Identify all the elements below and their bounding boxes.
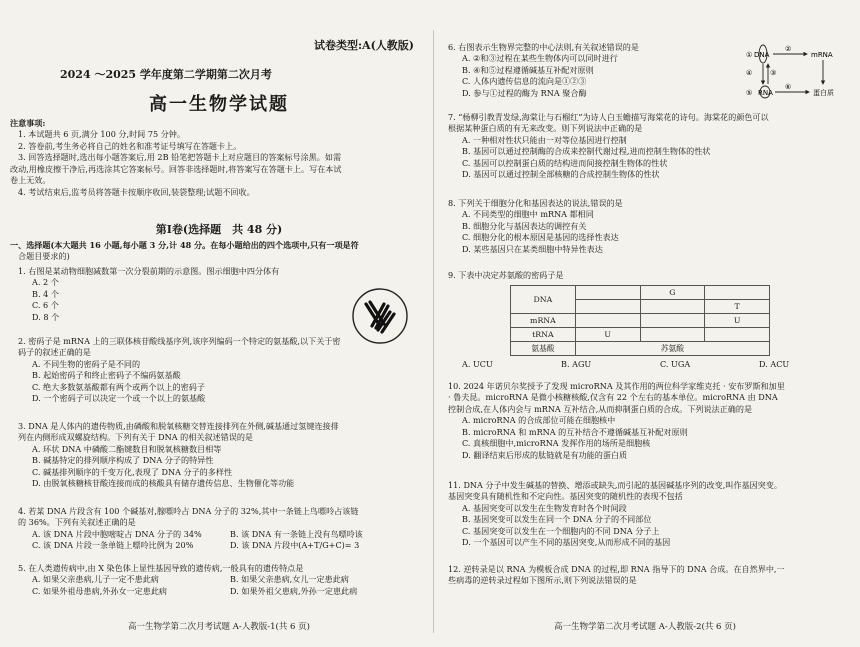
rna-label: RNA: [758, 89, 773, 97]
option-c: C. UGA: [660, 359, 691, 370]
option-c: C. 绝大多数氨基酸都有两个或两个以上的密码子: [32, 381, 205, 392]
question-stem: 的 36%。下列有关叙述正确的是: [18, 517, 136, 528]
cell-dna-t: T: [705, 300, 770, 314]
option-a: A. 一种相对性状只能由一对等位基因进行控制: [462, 134, 627, 145]
step-6-label: ⑥: [785, 83, 792, 91]
question-stem: 8. 下列关于细胞分化和基因表达的说法,错误的是: [448, 198, 623, 208]
option-b: B. 碱基特定的排列顺序构成了 DNA 分子的特异性: [32, 455, 214, 466]
option-row: [10, 586, 428, 597]
question-8: [440, 198, 858, 255]
note-line: 1. 本试题共 6 页,满分 100 分,时间 75 分钟。: [18, 129, 185, 140]
option-c: C. 如果外祖母患病,外孙女一定患此病: [32, 585, 168, 596]
option-d: D. 某些基因只在某类细胞中特异性表达: [462, 243, 603, 254]
option-a: A. 2 个: [32, 277, 59, 288]
option-d: D. 由脱氧核糖核苷酸连接而成的核酸具有储存遗传信息、生物催化等功能: [32, 478, 295, 489]
option-a: A. 不同生物的密码子是不同的: [32, 358, 141, 369]
option-d: D. 一个基因可以产生不同的基因突变,从而形成不同的基因: [462, 537, 671, 548]
option-b: B. 细胞分化与基因表达的调控有关: [462, 220, 587, 231]
question-stem: 些病毒的逆转录过程如下图所示,则下列说法错误的是: [448, 575, 637, 586]
page-1: [10, 0, 428, 647]
option-row: [10, 540, 428, 551]
option-row: [440, 359, 858, 370]
notes-section: [10, 118, 428, 198]
option-a: A. 如果父亲患病,儿子一定不患此病: [32, 574, 159, 585]
option-d: D. ACU: [759, 359, 790, 370]
question-stem: 2. 密码子是 mRNA 上的三联体核苷酸线基序列,该序列编码一个特定的氨基酸,以下关于密: [18, 336, 341, 346]
option-c: C. 细胞分化的根本原因是基因的选择性表达: [462, 232, 619, 243]
option-b: B. 基因突变可以发生在同一个 DNA 分子的不同部位: [462, 514, 652, 525]
option-d: D. 如果外祖父患病,外孙一定患此病: [230, 585, 358, 596]
cell-dna-g: G: [640, 286, 705, 300]
option-c: C. 人体内遗传信息的流向是①②③: [462, 76, 587, 87]
option-b: B. 该 DNA 有一条链上没有鸟嘌呤该: [230, 528, 363, 539]
step-3-label: ③: [770, 69, 777, 77]
question-6: [440, 42, 740, 99]
option-row: [10, 529, 428, 540]
option-a: A. 该 DNA 片段中胞嘧啶占 DNA 分子的 34%: [32, 528, 202, 539]
note-line: 卷上无效。: [10, 175, 51, 186]
table-row: [511, 328, 770, 342]
option-c: C. 6 个: [32, 300, 59, 311]
note-line: 改动,用橡皮擦干净后,再选涂其它答案标号。回答非选择题时,将答案写在答题卡上。写在本试: [10, 163, 342, 174]
question-stem: 4. 若某 DNA 片段含有 100 个碱基对,腺嘌呤占 DNA 分子的 32%,其中一条链上鸟嘌呤占该链: [18, 506, 359, 516]
cell-mrna-u: U: [705, 314, 770, 328]
option-d: D. 基因可以通过控制全部核糖的合成控制生物体的性状: [462, 169, 660, 180]
option-c: C. 该 DNA 片段一条单链上嘌呤比例为 20%: [32, 540, 194, 551]
row-label-trna: tRNA: [511, 328, 576, 342]
page-divider: [433, 30, 434, 633]
section-title: 第Ⅰ卷(选择题 共 48 分): [155, 223, 283, 236]
step-2-label: ②: [785, 45, 792, 53]
question-5: [10, 563, 428, 597]
option-b: B. 起始密码子和终止密码子不编码氨基酸: [32, 370, 181, 381]
question-stem: 6. 右图表示生物界完整的中心法则,有关叙述错误的是: [448, 42, 639, 52]
question-stem: 3. DNA 是人体内的遗传物质,由磷酸和脱氧核糖交替连接排列在外侧,碱基通过氢键连接排: [18, 421, 339, 431]
mrna-label: mRNA: [811, 51, 833, 59]
cell-trna-u: U: [575, 328, 640, 342]
step-4-label: ④: [746, 69, 753, 77]
option-b: B. 如果父亲患病,女儿一定患此病: [230, 574, 349, 585]
page-footer: 高一生物学第二次月考试题 A-人教版-1(共 6 页): [128, 621, 310, 632]
option-c: C. 基因可以控制蛋白质的结构进而间接控制生物体的性状: [462, 157, 668, 168]
question-stem: 根据某种蛋白质的有无来改变。则下列说法中正确的是: [448, 123, 643, 134]
note-line: 4. 考试结束后,监考员将答题卡按顺序收回,装袋整理;试题不回收。: [18, 186, 255, 197]
choice-intro-line: 合题目要求的): [18, 251, 70, 262]
dna-label: DNA: [754, 51, 770, 59]
question-3: [10, 421, 428, 490]
option-b: B. 4 个: [32, 288, 59, 299]
option-d: D. 该 DNA 片段中(A+T/G+C)= 3: [230, 540, 360, 551]
choice-intro-line: 一、选择题(本大题共 16 小题,每小题 3 分,计 48 分。在每小题给出的四个选项中,只有一项是符: [10, 240, 359, 250]
option-c: C. 碱基排列顺序的千变万化,表现了 DNA 分子的多样性: [32, 466, 233, 477]
question-4: [10, 506, 428, 552]
question-12: [440, 564, 858, 587]
question-stem: 1. 右图是某动物细胞减数第一次分裂前期的示意图。图示细胞中四分体有: [18, 266, 280, 276]
table-row: [511, 286, 770, 300]
codon-table: [510, 285, 770, 356]
option-b: B. 基因可以通过控制酶的合成来控制代谢过程,进而控制生物体的性状: [462, 146, 711, 157]
option-c: C. 真核细胞中,microRNA 发挥作用的场所是细胞核: [462, 438, 651, 449]
option-b: B. microRNA 和 mRNA 的互补结合不遵循碱基互补配对原则: [462, 426, 688, 437]
option-c: C. 基因突变可以发生在一个细胞内的不同 DNA 分子上: [462, 525, 660, 536]
question-stem: 基因突变具有随机性和不定向性。基因突变的随机性的表现不包括: [448, 491, 683, 502]
option-a: A. UCU: [462, 359, 493, 370]
question-stem: 9. 下表中决定苏氨酸的密码子是: [448, 270, 564, 280]
question-stem: 12. 逆转录是以 RNA 为模板合成 DNA 的过程,即 RNA 指导下的 DNA 合成。在自然界中,一: [448, 564, 785, 574]
question-stem: · 鲁夫昆。microRNA 是微小核糖核酸,仅含有 22 个左右的基本单位。microRNA 由 DNA: [448, 392, 778, 403]
question-10: [440, 381, 858, 461]
question-11: [440, 480, 858, 549]
central-dogma-diagram: [741, 42, 846, 102]
notes-heading: 注意事项:: [10, 118, 46, 128]
paper-type: 试卷类型:A(人教版): [313, 39, 414, 52]
step-1-label: ①: [746, 51, 753, 59]
option-d: D. 一个密码子可以决定一个或一个以上的氨基酸: [32, 393, 206, 404]
option-d: D. 翻译结束后形成的肽链就是有功能的蛋白质: [462, 449, 628, 460]
step-5-label: ⑤: [746, 89, 753, 97]
option-a: A. 基因突变可以发生在生物发育时各个时间段: [462, 502, 627, 513]
row-label-dna: DNA: [511, 286, 576, 314]
option-a: A. microRNA 的合成部位可能在细胞核中: [462, 415, 616, 426]
question-stem: 11. DNA 分子中发生碱基的替换、增添或缺失,而引起的基因碱基序列的改变,叫作基因突变。: [448, 480, 782, 490]
row-label-mrna: mRNA: [511, 314, 576, 328]
page-footer: 高一生物学第二次月考试题 A-人教版-2(共 6 页): [554, 621, 736, 632]
question-stem: 控制合成,在人体内会与 mRNA 互补结合,从而抑制蛋白质的合成。下列说法正确的是: [448, 403, 753, 414]
protein-label: 蛋白质: [813, 89, 834, 97]
question-stem: 列在内侧形成双螺旋结构。下列有关于 DNA 的相关叙述错误的是: [18, 432, 254, 443]
question-stem: 10. 2024 年诺贝尔奖授予了发现 microRNA 及其作用的两位科学家维克托 · 安布罗斯和加里: [448, 381, 785, 391]
option-d: D. 8 个: [32, 311, 60, 322]
option-a: A. 环状 DNA 中磷酸二酯键数目和脱氧核糖数目相等: [32, 443, 222, 454]
option-a: A. ②和③过程在某些生物体内可以同时进行: [462, 53, 618, 64]
cell-amino-acid: 苏氨酸: [575, 342, 769, 356]
table-row: [511, 314, 770, 328]
option-a: A. 不同类型的细胞中 mRNA 都相同: [462, 209, 594, 220]
question-9: [440, 270, 858, 371]
option-b: B. AGU: [561, 359, 592, 370]
question-stem: 码子的叙述正确的是: [18, 347, 91, 358]
exam-year-line: 2024 ～2025 学年度第二学期第二次月考: [60, 68, 272, 81]
option-row: [10, 574, 428, 585]
question-stem: 5. 在人类遗传病中,由 X 染色体上显性基因导致的遗传病,一般具有的遗传特点是: [18, 563, 304, 573]
option-b: B. ④和⑤过程遵循碱基互补配对原则: [462, 64, 594, 75]
note-line: 2. 答卷前,考生务必将自己的姓名和准考证号填写在答题卡上。: [18, 140, 242, 151]
row-label-amino-acid: 氨基酸: [511, 342, 576, 356]
note-line: 3. 回答选择题时,选出每小题答案后,用 2B 铅笔把答题卡上对应题目的答案标号涂黑。如需: [18, 152, 342, 163]
option-d: D. 参与①过程的酶为 RNA 聚合酶: [462, 87, 587, 98]
exam-title: 高一生物学试题: [149, 94, 289, 115]
question-2: [10, 336, 428, 405]
question-stem: 7. “杨柳引教青发绿,海棠让与石榴红”为诗人白玉蟾描写海棠花的诗句。海棠花的颜色可以: [448, 112, 769, 122]
table-row: [511, 342, 770, 356]
choice-intro: [10, 240, 428, 263]
question-7: [440, 112, 858, 181]
